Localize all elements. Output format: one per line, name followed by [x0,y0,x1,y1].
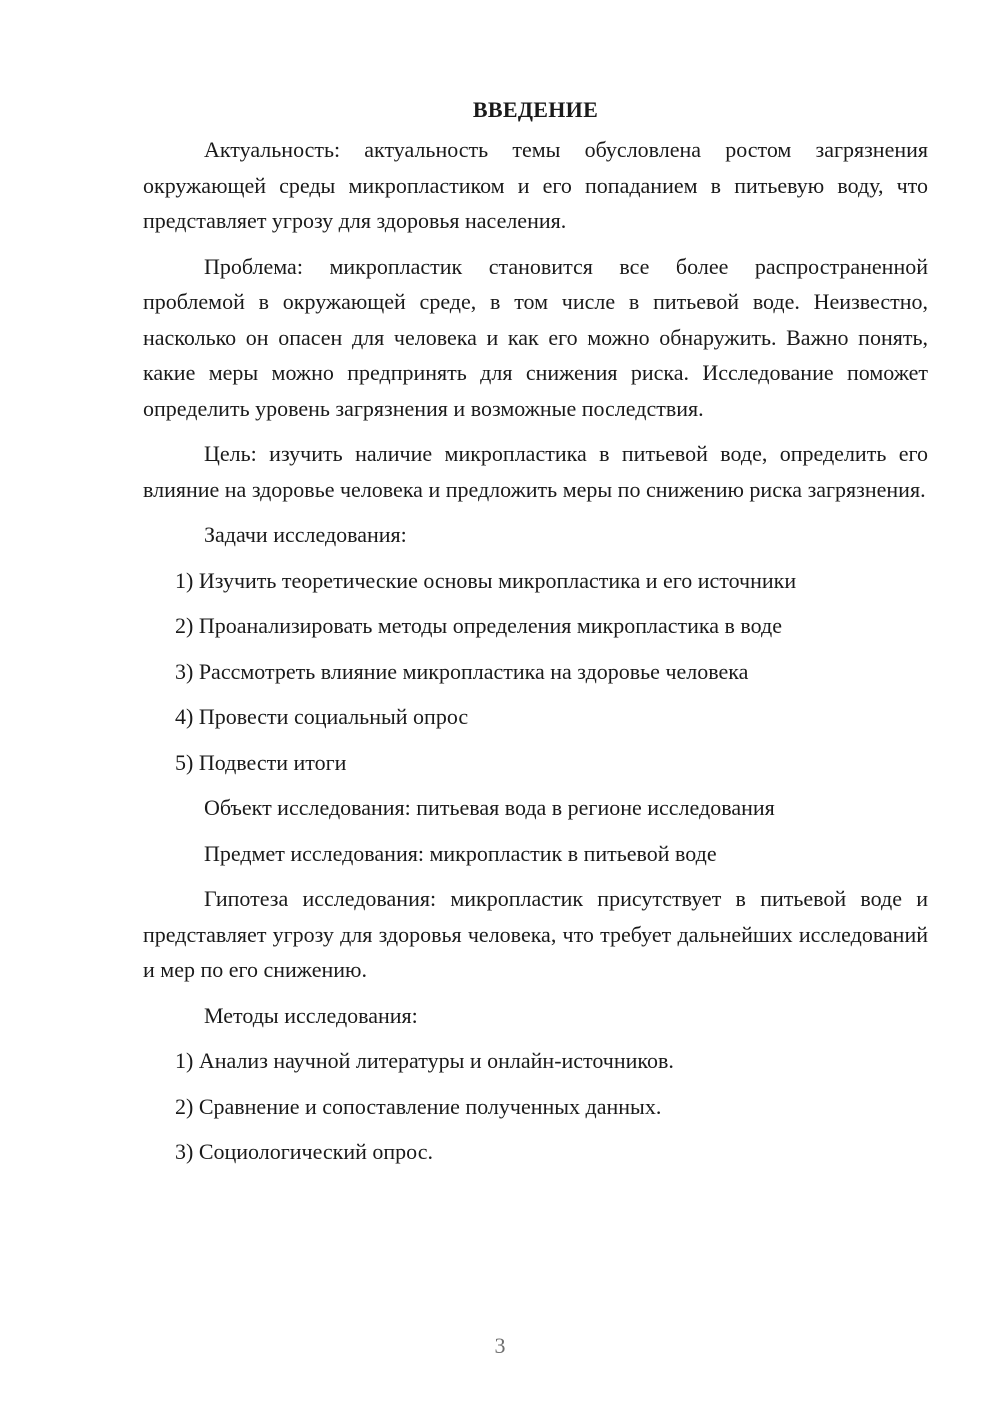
object-line: Объект исследования: питьевая вода в регионе исследования [204,795,775,820]
subject-line: Предмет исследования: микропластик в питьевой воде [204,840,717,866]
task-item: 1) Изучить теоретические основы микропластика и его источники [175,567,797,593]
relevance-paragraph: Актуальность: актуальность темы обусловлена ростом загрязнения окружающей среды микропластиком и его попаданием в питьевую воду, что представляет угрозу для здоровья населения. [143,137,928,233]
tasks-list [143,563,928,781]
methods-list [143,1043,928,1170]
page-number: 3 [494,1333,506,1358]
task-item: 4) Провести социальный опрос [175,704,469,729]
section-title: ВВЕДЕНИЕ [472,97,599,122]
task-item: 5) Подвести итоги [175,749,347,775]
tasks-heading: Задачи исследования: [204,522,407,547]
page-content [143,92,928,1180]
hypothesis-paragraph: Гипотеза исследования: микропластик присутствует в питьевой воде и представляет угрозу для здоровья человека, что требует дальнейших исследований и мер по его снижению. [143,886,928,982]
problem-paragraph: Проблема: микропластик становится все более распространенной проблемой в окружающей среде, в том числе в питьевой воде. Неизвестно, насколько он опасен для человека и как его можно обнаружить. Важно понять, какие меры можно предпринять для снижения риска. Исследование поможет определить уровень загрязнения и возможные последствия. [143,253,928,421]
method-item: 3) Социологический опрос. [175,1139,433,1164]
task-item: 2) Проанализировать методы определения микропластика в воде [175,613,782,638]
method-item: 1) Анализ научной литературы и онлайн-источников. [175,1048,674,1073]
method-item: 2) Сравнение и сопоставление полученных данных. [175,1093,662,1119]
methods-heading: Методы исследования: [204,1002,418,1028]
goal-paragraph: Цель: изучить наличие микропластика в питьевой воде, определить его влияние на здоровье человека и предложить меры по снижению риска загрязнения. [143,441,928,502]
task-item: 3) Рассмотреть влияние микропластика на здоровье человека [175,658,749,684]
